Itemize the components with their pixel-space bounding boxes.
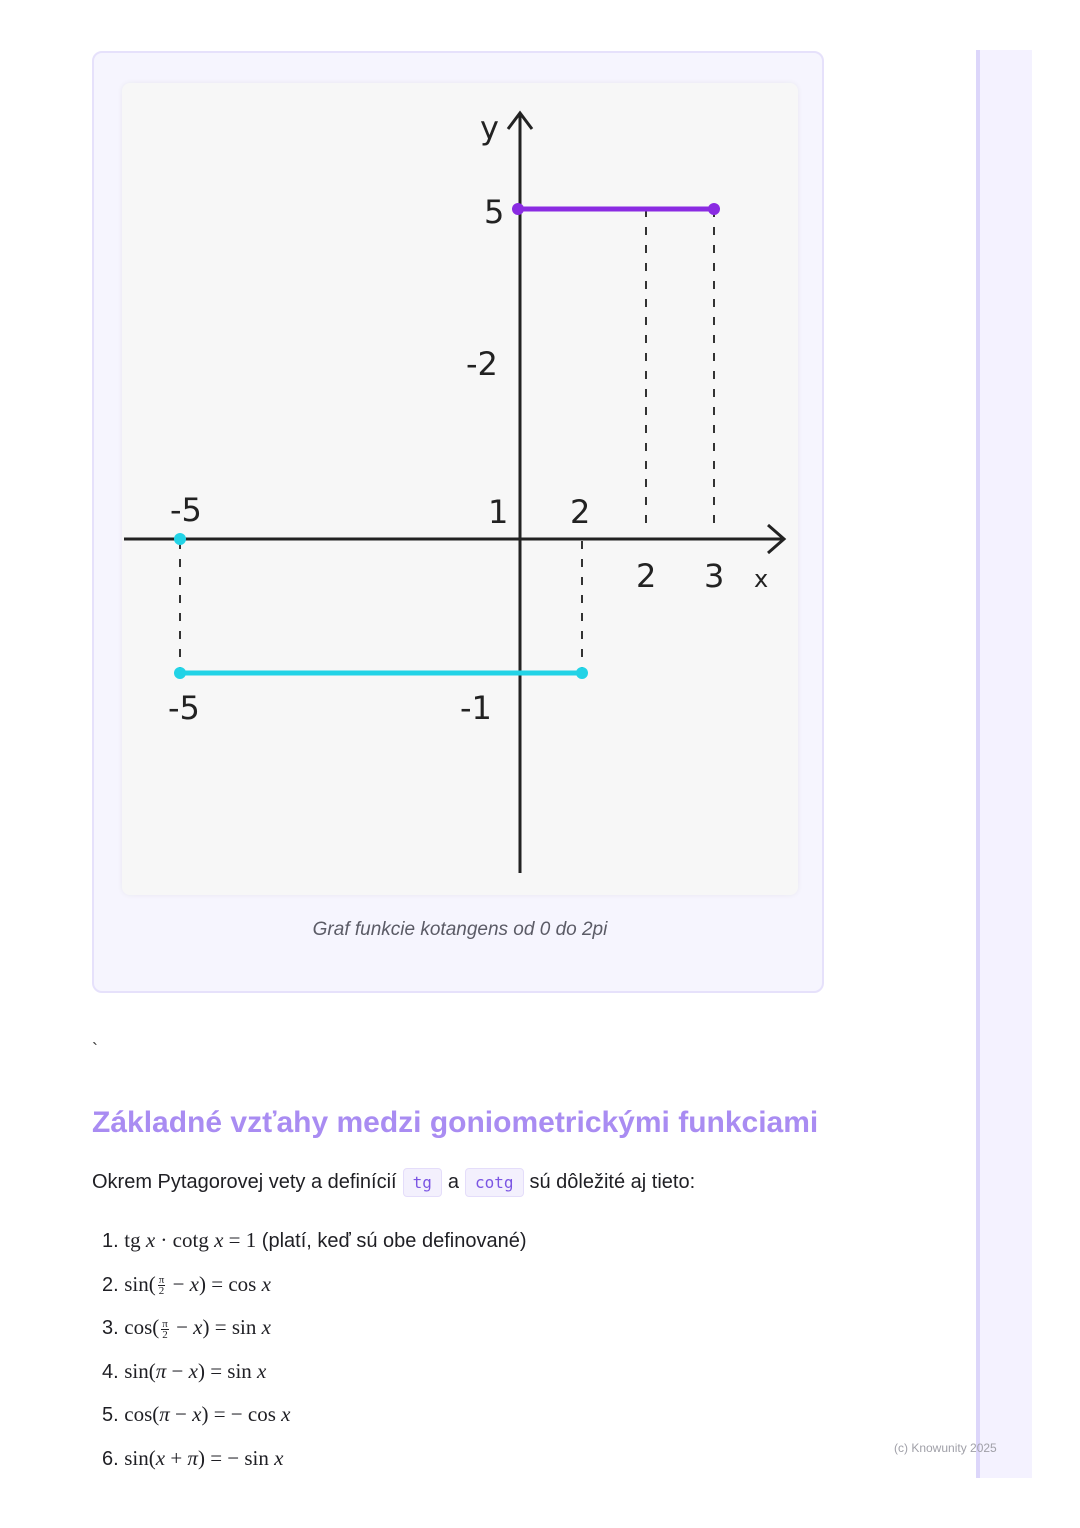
- math-formula: sin( $\frac{\pi}{2}$ − x) = cos x: [124, 1271, 271, 1298]
- item-number: 2.: [102, 1273, 119, 1296]
- list-item: [102, 1222, 526, 1266]
- intro-text-end: sú dôležité aj tieto:: [529, 1171, 696, 1193]
- right-rail-line: [976, 50, 980, 1478]
- copyright-footer: (c) Knowunity 2025: [894, 1441, 997, 1455]
- item-number: 5.: [102, 1404, 119, 1427]
- item-number: 3.: [102, 1317, 119, 1340]
- math-formula: sin(x + π) = − sin x: [124, 1445, 284, 1470]
- intro-paragraph: [92, 1168, 695, 1197]
- section-title: Základné vzťahy medzi goniometrickými funkciami: [92, 1106, 819, 1139]
- graph-image: [122, 83, 798, 895]
- label-minus-1: -1: [460, 689, 492, 727]
- label-minus-5-lower: -5: [168, 689, 200, 727]
- label-2-upper: 2: [570, 493, 591, 531]
- list-item: [102, 1309, 526, 1353]
- list-item: [102, 1396, 526, 1440]
- list-item: [102, 1266, 526, 1310]
- list-item: [102, 1440, 526, 1484]
- x-label-3: 3: [704, 557, 725, 595]
- y-label-5: 5: [484, 193, 505, 231]
- math-formula: cos( $\frac{\pi}{2}$ − x) = sin x: [124, 1315, 271, 1341]
- y-label-minus-2: -2: [466, 345, 498, 383]
- math-formula: sin(π − x) = sin x: [124, 1358, 267, 1383]
- math-formula: tg x · cotg x = 1: [124, 1228, 257, 1252]
- purple-point-right: [708, 203, 720, 215]
- code-cotg: cotg: [465, 1168, 524, 1197]
- label-minus-5-upper: -5: [170, 491, 202, 529]
- stray-backtick: `: [92, 1040, 98, 1060]
- list-item: [102, 1353, 526, 1397]
- purple-point-left: [512, 203, 524, 215]
- figure-card: [92, 51, 824, 993]
- intro-text-and: a: [447, 1171, 459, 1193]
- item-number: 4.: [102, 1360, 119, 1383]
- x-label-2: 2: [636, 557, 657, 595]
- identities-list: [102, 1222, 526, 1484]
- cyan-point-axis: [174, 533, 186, 545]
- right-rail: [976, 50, 1032, 1478]
- figure-caption: Graf funkcie kotangens od 0 do 2pi: [312, 919, 608, 940]
- label-1: 1: [488, 493, 509, 531]
- cyan-point-left: [174, 667, 186, 679]
- graph-svg: [122, 83, 798, 895]
- x-axis-label: x: [754, 565, 769, 593]
- y-axis-label: y: [480, 109, 499, 147]
- cyan-point-right: [576, 667, 588, 679]
- code-tg: tg: [403, 1168, 442, 1197]
- item-number: 1.: [102, 1230, 119, 1252]
- item-note: (platí, keď sú obe definované): [256, 1230, 527, 1252]
- math-formula: cos(π − x) = − cos x: [124, 1402, 291, 1427]
- intro-text-start: Okrem Pytagorovej vety a definícií: [92, 1171, 397, 1193]
- item-number: 6.: [102, 1447, 119, 1470]
